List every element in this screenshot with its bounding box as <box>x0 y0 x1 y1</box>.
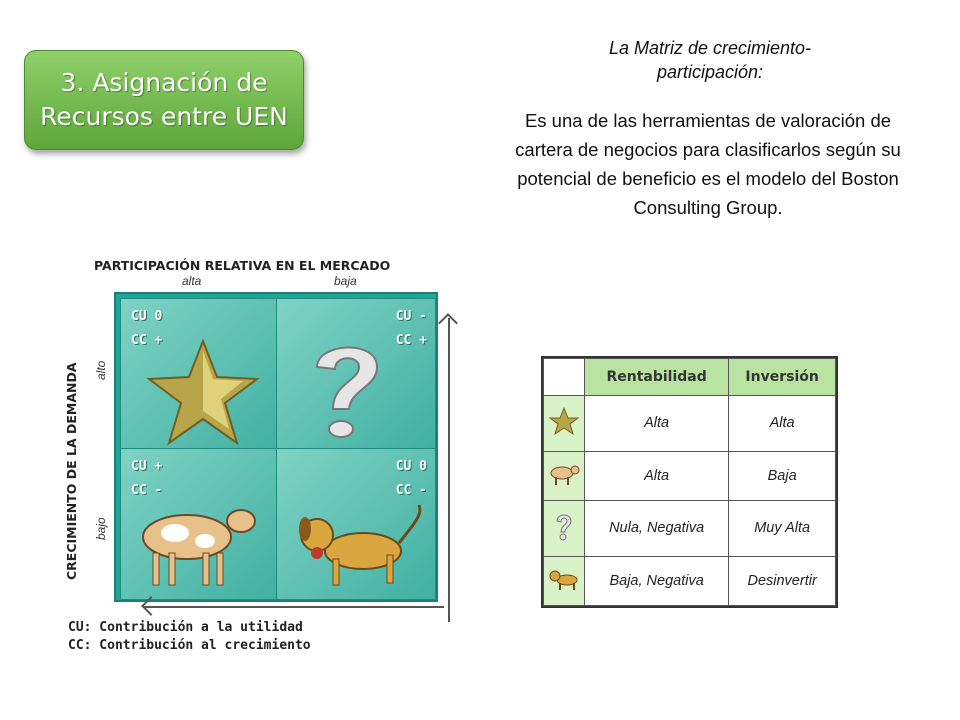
table-row <box>544 396 836 452</box>
x-axis-arrow <box>144 606 444 608</box>
quadrant-cu-label: CU 0 <box>395 459 427 474</box>
cow-icon <box>125 495 275 595</box>
dog-icon <box>547 566 581 592</box>
table-row <box>544 451 836 500</box>
cow-icon <box>547 461 581 487</box>
matrix-heading <box>520 36 900 84</box>
quadrant-cc-label: CC - <box>395 483 427 498</box>
table-corner-cell <box>544 359 585 396</box>
heading-line1: La Matriz de crecimiento- <box>608 38 812 58</box>
legend-cc: CC: Contribución al crecimiento <box>68 638 311 653</box>
legend-cu: CU: Contribución a la utilidad <box>68 620 303 635</box>
quadrant-cc-label: CC + <box>131 333 163 348</box>
cell-inversion: Alta <box>729 396 836 452</box>
x-axis-low-label: baja <box>334 274 357 288</box>
table-row <box>544 556 836 605</box>
bcg-summary-table <box>541 356 838 608</box>
section-title-badge <box>24 50 304 150</box>
column-header-rentabilidad: Rentabilidad <box>585 359 729 396</box>
y-axis-high-label: alto <box>94 360 108 380</box>
cell-rentabilidad: Alta <box>585 396 729 452</box>
matrix-x-axis-title: PARTICIPACIÓN RELATIVA EN EL MERCADO <box>94 258 391 273</box>
quadrant-cc-label: CC - <box>131 483 163 498</box>
column-header-inversion: Inversión <box>729 359 836 396</box>
quadrant-star <box>120 298 280 450</box>
quadrant-cu-label: CU + <box>131 459 163 474</box>
bcg-matrix-figure <box>64 250 464 660</box>
cell-rentabilidad: Baja, Negativa <box>585 556 729 605</box>
y-axis-arrow <box>448 318 450 622</box>
quadrant-cash-cow <box>120 448 280 600</box>
x-axis-high-label: alta <box>182 274 202 288</box>
table-header-row <box>544 359 836 396</box>
cell-inversion: Desinvertir <box>729 556 836 605</box>
table-row <box>544 500 836 556</box>
quadrant-question <box>276 298 436 450</box>
heading-line2: participación: <box>656 62 764 82</box>
quadrant-cu-label: CU - <box>395 309 427 324</box>
cell-inversion: Muy Alta <box>729 500 836 556</box>
quadrant-cc-label: CC + <box>395 333 427 348</box>
question-mark-icon <box>550 511 578 541</box>
cell-rentabilidad: Nula, Negativa <box>585 500 729 556</box>
matrix-grid <box>114 292 438 602</box>
star-icon <box>548 406 580 436</box>
quadrant-cu-label: CU 0 <box>131 309 163 324</box>
quadrant-dog <box>276 448 436 600</box>
y-axis-low-label: bajo <box>94 517 108 540</box>
question-mark-icon <box>297 333 397 443</box>
description-paragraph: Es una de las herramientas de valoración de cartera de negocios para clasificarlos según su potencial de beneficio es el modelo del Boston Consulting Group. <box>515 110 901 218</box>
dog-icon <box>283 495 433 595</box>
section-title-line1: 3. Asignación de <box>60 68 268 97</box>
star-icon <box>143 337 263 447</box>
section-title-line2: Recursos entre UEN <box>40 102 288 131</box>
cell-rentabilidad: Alta <box>585 451 729 500</box>
cell-inversion: Baja <box>729 451 836 500</box>
matrix-y-axis-title: CRECIMIENTO DE LA DEMANDA <box>64 362 79 580</box>
